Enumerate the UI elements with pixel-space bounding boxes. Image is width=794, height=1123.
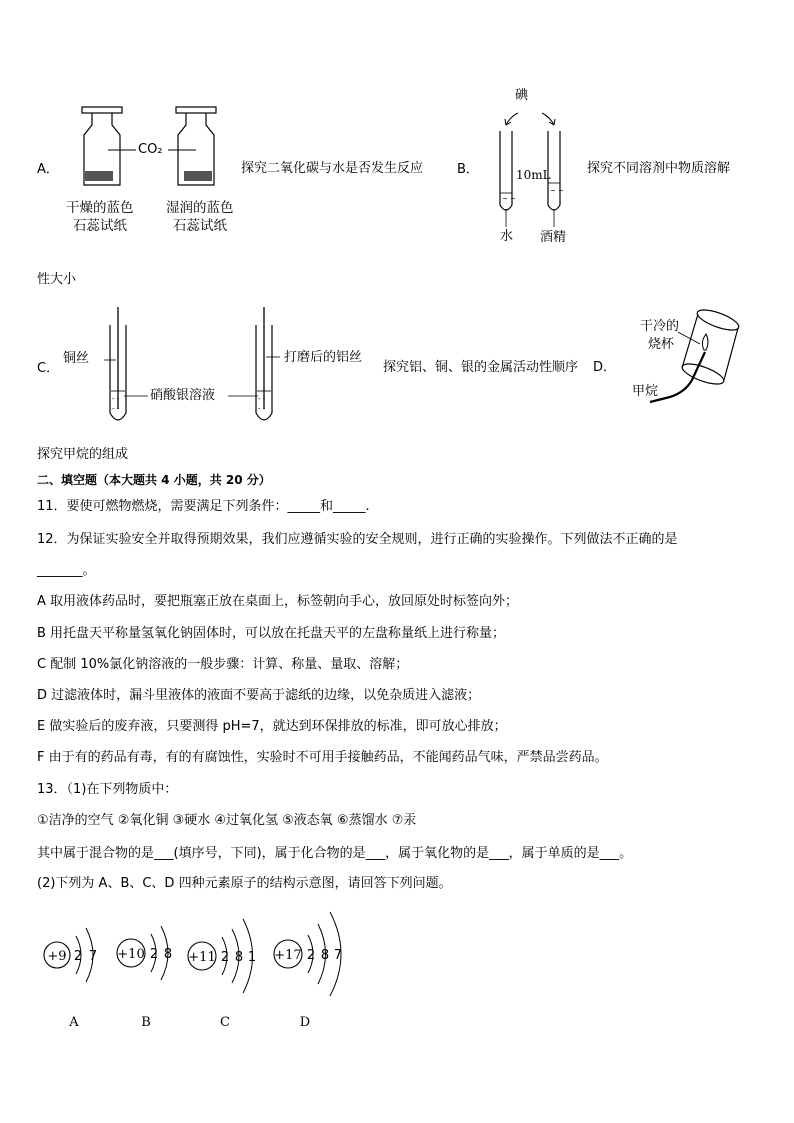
option-c-tubes-diagram (60, 305, 390, 430)
question-12-blank: _______。 (37, 563, 96, 578)
option-a-letter: A． (37, 162, 59, 177)
atom-c-electrons-3: 1 (247, 950, 257, 965)
atom-b-label: B (141, 1015, 151, 1030)
atom-b (117, 926, 172, 980)
right-bottle-stopper (176, 107, 216, 113)
atom-b-electrons-1: 2 (149, 947, 159, 962)
atom-a-label: A (69, 1015, 79, 1030)
iodine-arrow-left (506, 113, 518, 125)
beaker-mouth (680, 360, 726, 388)
atom-d-nucleus-charge: +17 (274, 948, 302, 963)
option-d-cup-label-2: 烧杯 (648, 337, 675, 352)
atom-c-label: C (220, 1015, 230, 1030)
left-bottle-stopper (82, 107, 122, 113)
option-a-description: 探究二氧化碳与水是否发生反应 (241, 161, 424, 176)
atom-d-electrons-2: 8 (320, 948, 330, 963)
atom-diagrams (0, 900, 794, 1040)
section-heading: 二、填空题（本大题共 4 小题，共 20 分） (37, 473, 271, 487)
option-c-description: 探究铝、铜、银的金属活动性顺序 (383, 360, 579, 375)
cup-pointer (678, 332, 700, 344)
atom-d-label: D (299, 1015, 311, 1030)
option-b-left-tube-label: 水 (500, 229, 514, 244)
option-b-top-label: 碘 (515, 88, 529, 103)
q12-option-c: C 配制 10%氯化钠溶液的一般步骤：计算、称量、量取、溶解； (37, 657, 409, 672)
option-c-left-wire-label: 铜丝 (63, 351, 90, 366)
atom-a (44, 928, 97, 982)
methane-pipe (650, 352, 705, 402)
right-litmus-paper (184, 171, 212, 181)
option-a-left-label-2: 石蕊试纸 (73, 218, 127, 234)
iodine-arrow-right (542, 113, 554, 125)
atom-c-electrons-2: 8 (234, 950, 244, 965)
atom-d-electrons-3: 7 (333, 948, 343, 963)
option-d-letter: D． (593, 360, 617, 375)
q12-option-f: F 由于有的药品有毒，有的有腐蚀性，实验时不可用手接触药品，不能闻药品气味，严禁品尝药品。 (37, 750, 608, 765)
question-13-part1-question: 其中属于混合物的是___(填序号，下同)，属于化合物的是___，属于氧化物的是___，属于单质的是___。 (37, 846, 633, 861)
atom-d (274, 912, 342, 996)
flame-icon (702, 334, 708, 350)
option-c-letter: C． (37, 361, 60, 376)
atom-b-nucleus-charge: +10 (117, 947, 145, 962)
option-d-description: 探究甲烷的组成 (37, 447, 129, 462)
option-d-cup-label-1: 干冷的 (640, 319, 680, 334)
left-litmus-paper (85, 171, 113, 181)
option-a-left-label-1: 干燥的蓝色 (66, 200, 134, 216)
option-a-gas-label: CO₂ (138, 142, 163, 157)
q12-option-d: D 过滤液体时，漏斗里液体的液面不要高于滤纸的边缘，以免杂质进入滤液； (37, 688, 481, 703)
svg-text:- -: - - (258, 405, 266, 413)
q12-option-a: A 取用液体药品时，要把瓶塞正放在桌面上，标签朝向手心，放回原处时标签向外； (37, 594, 519, 609)
svg-text:- -: - - (258, 395, 266, 403)
option-b-description: 探究不同溶剂中物质溶解 (587, 161, 731, 176)
atom-b-electrons-2: 8 (163, 947, 173, 962)
question-13-part2-intro: (2)下列为 A、B、C、D 四种元素原子的结构示意图，请回答下列问题。 (37, 876, 452, 891)
atom-c-nucleus-charge: +11 (188, 950, 216, 965)
svg-text:~ ~: ~ ~ (502, 195, 516, 203)
option-c-solution-label: 硝酸银溶液 (150, 388, 216, 403)
beaker-bottom (695, 306, 741, 334)
option-b-letter: B． (457, 162, 479, 177)
option-d-gas-label: 甲烷 (632, 384, 659, 399)
svg-text:- -: - - (112, 405, 120, 413)
atom-d-electrons-1: 2 (306, 948, 316, 963)
atom-a-electrons-2: 7 (88, 949, 98, 964)
option-b-tubes-diagram (490, 105, 580, 225)
atom-a-electrons-1: 2 (73, 949, 83, 964)
svg-text:~ ~: ~ ~ (550, 187, 564, 195)
option-a-right-label-1: 湿润的蓝色 (166, 200, 234, 216)
q12-option-b: B 用托盘天平称量氢氧化钠固体时，可以放在托盘天平的左盘称量纸上进行称量； (37, 626, 506, 641)
option-b-volume-label: 10mL (516, 168, 551, 182)
option-a-right-label-2: 石蕊试纸 (173, 218, 227, 234)
atom-a-nucleus-charge: +9 (47, 949, 67, 964)
atom-c (188, 919, 256, 993)
q12-option-e: E 做实验后的废弃液，只要测得 pH=7，就达到环保排放的标准，即可放心排放； (37, 719, 507, 734)
svg-text:- -: - - (112, 395, 120, 403)
question-11: 11．要使可燃物燃烧，需要满足下列条件：_____和_____. (37, 499, 370, 514)
option-b-description-cont: 性大小 (37, 272, 77, 287)
option-c-right-wire-label: 打磨后的铝丝 (284, 350, 363, 365)
atom-c-electrons-1: 2 (220, 950, 230, 965)
question-13-substances: ①洁净的空气 ②氧化铜 ③硬水 ④过氧化氢 ⑤液态氧 ⑥蒸馏水 ⑦汞 (37, 813, 417, 828)
option-b-right-tube-label: 酒精 (540, 230, 567, 245)
question-12-stem: 12．为保证实验安全并取得预期效果，我们应遵循实验的安全规则，进行正确的实验操作。下列做法不正确的是 (37, 532, 678, 547)
question-13-intro: 13．（1)在下列物质中： (37, 782, 178, 797)
